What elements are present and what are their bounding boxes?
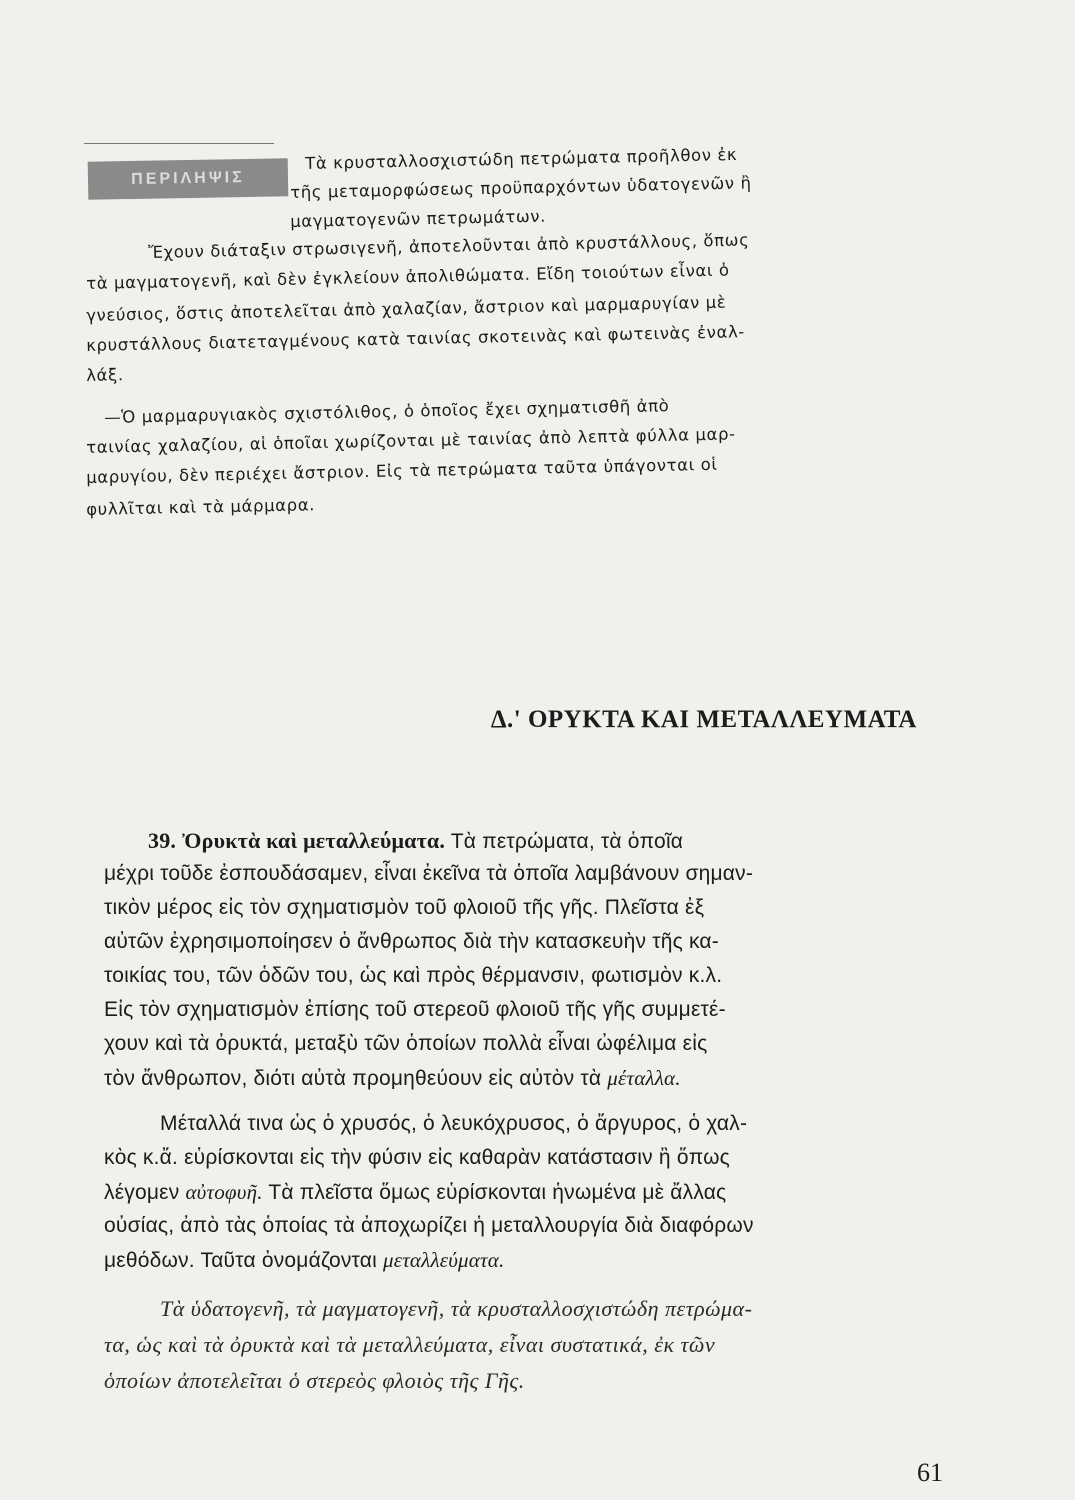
paragraph-line: τικὸν μέρος εἰς τὸν σχηματισμὸν τοῦ φλοιοῦ τῆς γῆς. Πλεῖστα ἐξ bbox=[104, 896, 705, 919]
emphasis-text: αὐτοφυῆ. bbox=[185, 1180, 263, 1204]
paragraph-line: αὐτῶν ἐχρησιμοποίησεν ὁ ἄνθρωπος διὰ τὴν κατασκευὴν τῆς κα- bbox=[104, 930, 719, 953]
emphasis-text: μεταλλεύματα. bbox=[383, 1248, 505, 1272]
summary-label: ΠΕΡΙΛΗΨΙΣ bbox=[88, 158, 289, 199]
paragraph-title: Ὀρυκτὰ καὶ μεταλλεύματα. bbox=[182, 828, 446, 853]
summary-line: φυλλῖται καὶ τὰ μάρμαρα. bbox=[86, 495, 316, 519]
paragraph-number: 39. bbox=[148, 828, 177, 853]
paragraph-line: Μέταλλά τινα ὡς ὁ χρυσός, ὁ λευκόχρυσος, ὁ ἄργυρος, ὁ χαλ- bbox=[160, 1112, 748, 1135]
paragraph-text: μεθόδων. Ταῦτα ὀνομάζονται bbox=[104, 1249, 377, 1272]
summary-line: τῆς μεταμορφώσεως προϋπαρχόντων ὑδατογενῶν ἢ bbox=[290, 173, 752, 202]
paragraph-line: Εἰς τὸν σχηματισμὸν ἐπίσης τοῦ στερεοῦ φλοιοῦ τῆς γῆς συμμετέ- bbox=[104, 998, 726, 1021]
divider bbox=[84, 143, 274, 144]
paragraph-line: τοικίας του, τῶν ὁδῶν του, ὡς καὶ πρὸς θέρμανσιν, φωτισμὸν κ.λ. bbox=[104, 964, 723, 987]
summary-line: τὰ μαγματογενῆ, καὶ δὲν ἐγκλείουν ἀπολιθώματα. Εἴδη τοιούτων εἶναι ὁ bbox=[86, 260, 730, 293]
emphasis-text: μέταλλα. bbox=[607, 1066, 681, 1090]
paragraph-line: μέχρι τοῦδε ἐσπουδάσαμεν, εἶναι ἐκεῖνα τὰ ὁποῖα λαμβάνουν σημαν- bbox=[104, 862, 754, 885]
paragraph-line: κὸς κ.ἄ. εὑρίσκονται εἰς τὴν φύσιν εἰς καθαρὰν κατάστασιν ἢ ὅπως bbox=[104, 1146, 731, 1169]
paragraph-text: τὸν ἄνθρωπον, διότι αὐτὰ προμηθεύουν εἰς αὐτὸν τὰ bbox=[104, 1067, 602, 1090]
paragraph-line bbox=[104, 1248, 942, 1273]
paragraph-first-line bbox=[148, 828, 986, 854]
paragraph-text: Τὰ πλεῖστα ὅμως εὑρίσκονται ἡνωμένα μὲ ἄλλας bbox=[268, 1181, 727, 1204]
paragraph-text: λέγομεν bbox=[104, 1181, 180, 1204]
conclusion-line: τα, ὡς καὶ τὰ ὀρυκτὰ καὶ τὰ μεταλλεύματα, εἶναι συστατικά, ἐκ τῶν bbox=[104, 1332, 716, 1357]
summary-line: Ἔχουν διάταξιν στρωσιγενῆ, ἀποτελοῦνται ἀπὸ κρυστάλλους, ὅπως bbox=[148, 230, 750, 262]
paragraph-text: Τὰ πετρώματα, τὰ ὁποῖα bbox=[450, 830, 684, 853]
summary-line: ταινίας χαλαζίου, αἱ ὁποῖαι χωρίζονται μὲ ταινίας ἀπὸ λεπτὰ φύλλα μαρ- bbox=[86, 424, 736, 457]
section-heading: Δ.' ΟΡΥΚΤΑ ΚΑΙ ΜΕΤΑΛΛΕΥΜΑΤΑ bbox=[490, 706, 917, 733]
conclusion-line: Τὰ ὑδατογενῆ, τὰ μαγματογενῆ, τὰ κρυσταλλοσχιστώδη πετρώμα- bbox=[160, 1296, 753, 1321]
summary-line: κρυστάλλους διατεταγμένους κατὰ ταινίας σκοτεινὰς καὶ φωτεινὰς ἐναλ- bbox=[86, 322, 746, 355]
paragraph-line bbox=[104, 1180, 942, 1205]
paragraph-line bbox=[104, 1066, 942, 1091]
summary-line: —Ὁ μαρμαρυγιακὸς σχιστόλιθος, ὁ ὁποῖος ἔχει σχηματισθῆ ἀπὸ bbox=[104, 396, 670, 427]
summary-line: μαγματογενῶν πετρωμάτων. bbox=[290, 206, 547, 231]
summary-line: μαρυγίου, δὲν περιέχει ἄστριον. Εἰς τὰ πετρώματα ταῦτα ὑπάγονται οἱ bbox=[86, 454, 718, 487]
page-number: 61 bbox=[917, 1458, 943, 1487]
summary-line: Τὰ κρυσταλλοσχιστώδη πετρώματα προῆλθον ἐκ bbox=[305, 144, 738, 173]
paragraph-line: χουν καὶ τὰ ὀρυκτά, μεταξὺ τῶν ὁποίων πολλὰ εἶναι ὠφέλιμα εἰς bbox=[104, 1032, 708, 1055]
paragraph-line: οὐσίας, ἀπὸ τὰς ὁποίας τὰ ἀποχωρίζει ἡ μεταλλουργία διὰ διαφόρων bbox=[104, 1214, 754, 1237]
conclusion-line: ὁποίων ἀποτελεῖται ὁ στερεὸς φλοιὸς τῆς Γῆς. bbox=[104, 1368, 525, 1393]
summary-line: λάξ. bbox=[86, 365, 124, 385]
summary-line: γνεύσιος, ὅστις ἀποτελεῖται ἀπὸ χαλαζίαν, ἄστριον καὶ μαρμαρυγίαν μὲ bbox=[86, 292, 727, 325]
